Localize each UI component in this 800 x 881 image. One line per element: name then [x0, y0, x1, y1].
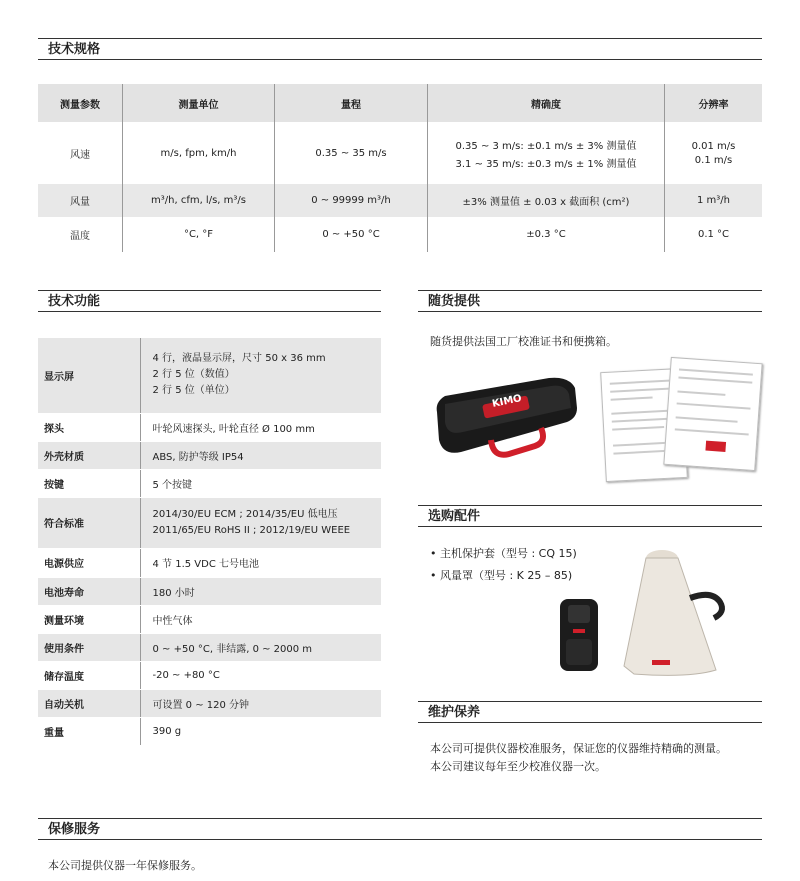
func-value: 390 g [140, 717, 381, 745]
func-value: 中性气体 [140, 605, 381, 633]
func-value: 5 个按键 [140, 469, 381, 497]
func-line: 2 行 5 位（单位） [152, 385, 235, 397]
spec-row-velocity [38, 122, 762, 184]
supplied-text: 随货提供法国工厂校准证书和便携箱。 [430, 335, 617, 348]
maintenance-text [430, 740, 727, 776]
func-row-housing [38, 441, 381, 469]
param-cell: 风速 [70, 149, 90, 161]
col-header-param: 测量参数 [38, 84, 123, 122]
func-key: 探头 [38, 413, 140, 441]
param-cell: 风量 [38, 184, 123, 217]
spec-row-flow [38, 184, 762, 217]
func-row-battery [38, 577, 381, 605]
carrying-case-image [431, 374, 579, 460]
function-table [38, 338, 381, 746]
accuracy-line: 0.35 ~ 3 m/s: ±0.1 m/s ± 3% 测量值 [455, 140, 637, 152]
flow-hood-image [620, 548, 730, 680]
section-title-specs: 技术规格 [38, 38, 762, 60]
spec-header-row [38, 84, 762, 122]
col-header-unit: 测量单位 [123, 84, 275, 122]
section-title-accessories: 选购配件 [418, 505, 762, 527]
func-key: 符合标准 [38, 497, 140, 548]
range-cell: 0 ~ +50 °C [275, 217, 428, 252]
accessory-item: • 风量罩（型号 : K 25 – 85) [430, 569, 573, 582]
func-row-keys [38, 469, 381, 497]
func-row-display [38, 338, 381, 413]
func-key: 自动关机 [38, 689, 140, 717]
func-key: 使用条件 [38, 633, 140, 661]
unit-cell: m/s, fpm, km/h [123, 122, 275, 184]
func-line: 4 行，液晶显示屏，尺寸 50 x 36 mm [152, 353, 326, 365]
col-header-accuracy: 精确度 [428, 84, 665, 122]
func-row-weight [38, 717, 381, 745]
func-key: 按键 [38, 469, 140, 497]
func-row-standards [38, 497, 381, 548]
certificate-image [663, 357, 762, 471]
range-cell: 0 ~ 99999 m³/h [275, 184, 428, 217]
resolution-cell: 1 m³/h [665, 184, 763, 217]
resolution-cell: 0.1 °C [665, 217, 763, 252]
protective-cover-image [558, 597, 600, 673]
maintenance-line: 本公司可提供仪器校准服务，保证您的仪器维持精确的测量。 [430, 742, 727, 755]
func-key: 重量 [38, 717, 140, 745]
func-row-probe [38, 413, 381, 441]
func-value: 4 节 1.5 VDC 七号电池 [140, 548, 381, 577]
spec-table [38, 84, 762, 252]
accuracy-cell: ±0.3 °C [428, 217, 665, 252]
func-value: 叶轮风速探头, 叶轮直径 Ø 100 mm [140, 413, 381, 441]
func-line: 2011/65/EU RoHS II ; 2012/19/EU WEEE [152, 524, 351, 536]
param-cell: 温度 [70, 231, 90, 242]
func-value: ABS, 防护等级 IP54 [140, 441, 381, 469]
resolution-cell [665, 122, 763, 184]
resolution-line: 0.1 m/s [694, 154, 733, 166]
func-key: 显示屏 [38, 338, 140, 413]
section-title-warranty: 保修服务 [38, 818, 762, 840]
accuracy-cell: ±3% 测量值 ± 0.03 x 截面积 (cm²) [428, 184, 665, 217]
func-key: 电源供应 [38, 548, 140, 577]
func-key: 测量环境 [38, 605, 140, 633]
accessory-item: • 主机保护套（型号 : CQ 15) [430, 547, 577, 560]
col-header-resolution: 分辨率 [665, 84, 763, 122]
func-row-power [38, 548, 381, 577]
func-row-autooff [38, 689, 381, 717]
col-header-range: 量程 [275, 84, 428, 122]
case-logo: KIMO [491, 393, 523, 410]
func-line: 2 行 5 位（数值） [152, 369, 235, 381]
warranty-text: 本公司提供仪器一年保修服务。 [48, 859, 202, 872]
accuracy-cell [428, 122, 665, 184]
func-value: 0 ~ +50 °C, 非结露, 0 ~ 2000 m [140, 633, 381, 661]
func-key: 储存温度 [38, 661, 140, 689]
func-row-operating [38, 633, 381, 661]
func-row-storage [38, 661, 381, 689]
section-title-maintenance: 维护保养 [418, 701, 762, 723]
maintenance-line: 本公司建议每年至少校准仪器一次。 [430, 760, 606, 773]
func-value: 可设置 0 ~ 120 分钟 [140, 689, 381, 717]
func-value: -20 ~ +80 °C [140, 661, 381, 689]
section-title-supplied: 随货提供 [418, 290, 762, 312]
unit-cell: m³/h, cfm, l/s, m³/s [123, 184, 275, 217]
func-key: 外壳材质 [38, 441, 140, 469]
accuracy-line: 3.1 ~ 35 m/s: ±0.3 m/s ± 1% 测量值 [455, 158, 637, 170]
func-value: 180 小时 [140, 577, 381, 605]
range-cell: 0.35 ~ 35 m/s [275, 122, 428, 184]
section-title-functions: 技术功能 [38, 290, 381, 312]
resolution-line: 0.01 m/s [691, 140, 736, 152]
spec-row-temperature [38, 217, 762, 252]
func-row-environment [38, 605, 381, 633]
func-value [140, 497, 381, 548]
unit-cell: °C, °F [123, 217, 275, 252]
func-line: 2014/30/EU ECM ; 2014/35/EU 低电压 [152, 508, 338, 520]
func-key: 电池寿命 [38, 577, 140, 605]
func-value [140, 338, 381, 413]
